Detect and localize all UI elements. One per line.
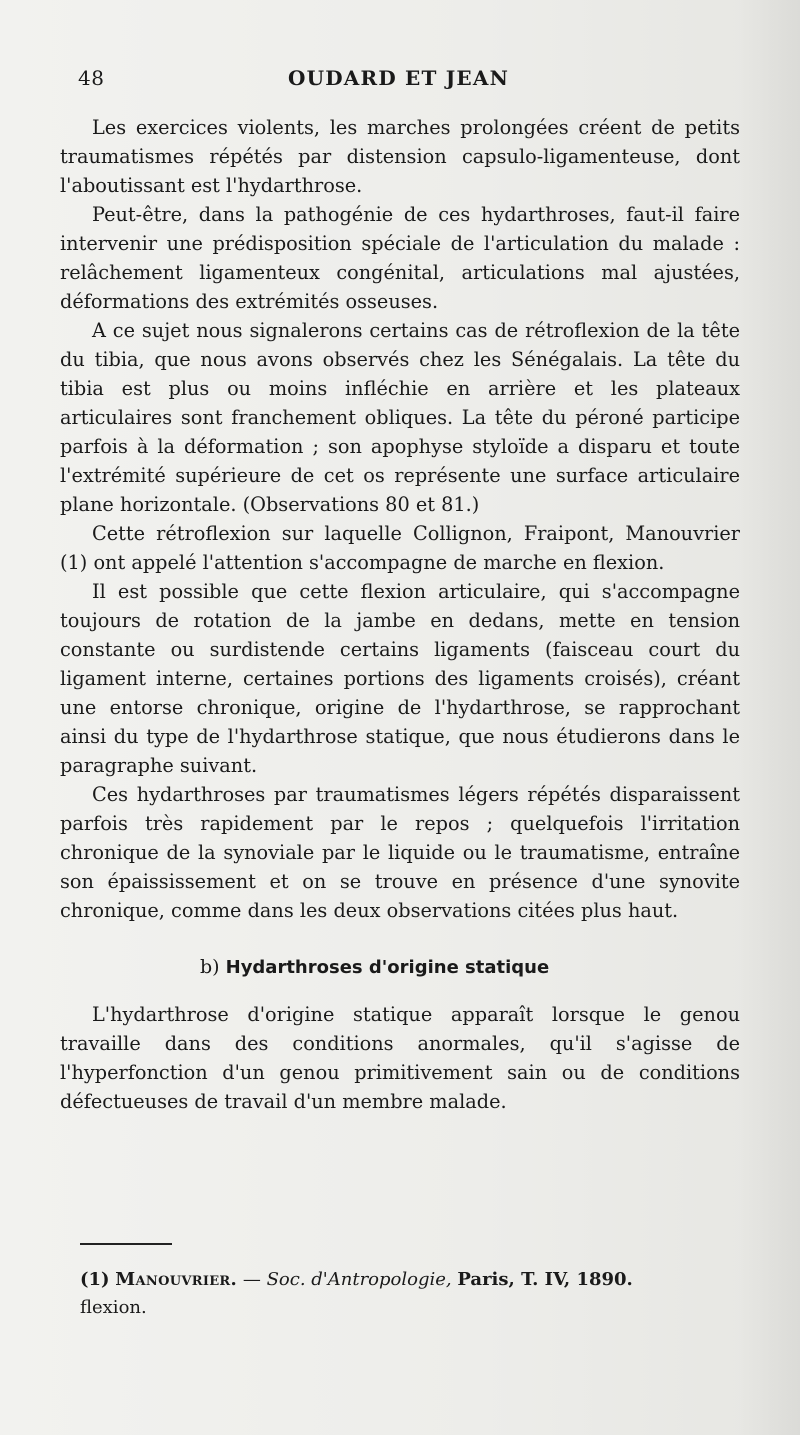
page-body [60,113,740,1116]
page-header [78,66,728,100]
page-number: 48 [78,66,105,90]
paragraph: Cette rétroflexion sur laquelle Collignon, Fraipont, Manouvrier (1) ont appelé l'attention s'accompagne de marche en flexion. [60,522,740,574]
footnote-continuation: flexion. [80,1297,147,1318]
section-title: Hydarthroses d'origine statique [225,957,550,978]
paragraph: L'hydarthrose d'origine statique apparaît lorsque le genou travaille dans des conditions anormales, qu'il s'agisse de l'hyperfonction d'un genou primitivement sain ou de conditions défectueuses de travail d'un membre malade. [60,1003,740,1113]
running-head: OUDARD ET JEAN [288,66,510,90]
footnote-marker: (1) [80,1269,110,1290]
paragraph: Peut-être, dans la pathogénie de ces hydarthroses, faut-il faire intervenir une prédisposition spéciale de l'articulation du malade : relâchement ligamenteux congénital, articulations mal ajustées, déformations des extrémités osseuses. [60,203,740,313]
footnote-journal: Soc. d'Antropologie, [266,1269,452,1290]
footnote-rest: Paris, T. IV, 1890. [457,1269,633,1290]
footnote-line [80,1266,720,1294]
paragraph: Ces hydarthroses par traumatismes légers répétés disparaissent parfois très rapidement par le repos ; quelquefois l'irritation chronique de la synoviale par le liquide ou le traumatisme, entraîne son épaississement et on se trouve en présence d'une synovite chronique, comme dans les deux observations citées plus haut. [60,783,740,922]
section-label: b) [200,956,220,978]
page-edge-shadow [740,0,800,1435]
paragraph: A ce sujet nous signalerons certains cas de rétroflexion de la tête du tibia, que nous avons observés chez les Sénégalais. La tête du tibia est plus ou moins infléchie en arrière et les plateaux articulaires sont franchement obliques. La tête du péroné participe parfois à la déformation ; son apophyse styloïde a disparu et toute l'extrémité supérieure de cet os représente une surface articulaire plane horizontale. (Observations 80 et 81.) [60,319,740,516]
paragraph: Les exercices violents, les marches prolongées créent de petits traumatismes répétés par distension capsulo-ligamenteuse, dont l'aboutissant est l'hydarthrose. [60,116,740,197]
paragraph: Il est possible que cette flexion articulaire, qui s'accompagne toujours de rotation de la jambe en dedans, mette en tension constante ou surdistende certains ligaments (faisceau court du ligament interne, certaines portions des ligaments croisés), créant une entorse chronique, origine de l'hydarthrose, se rapprochant ainsi du type de l'hydarthrose statique, que nous étudierons dans le paragraphe suivant. [60,580,740,777]
footnote-author: Manouvrier. [115,1269,238,1290]
section-heading [60,953,740,982]
footnote-rule [80,1243,172,1245]
footnote-dash: — [242,1269,261,1290]
footnote [80,1266,720,1322]
